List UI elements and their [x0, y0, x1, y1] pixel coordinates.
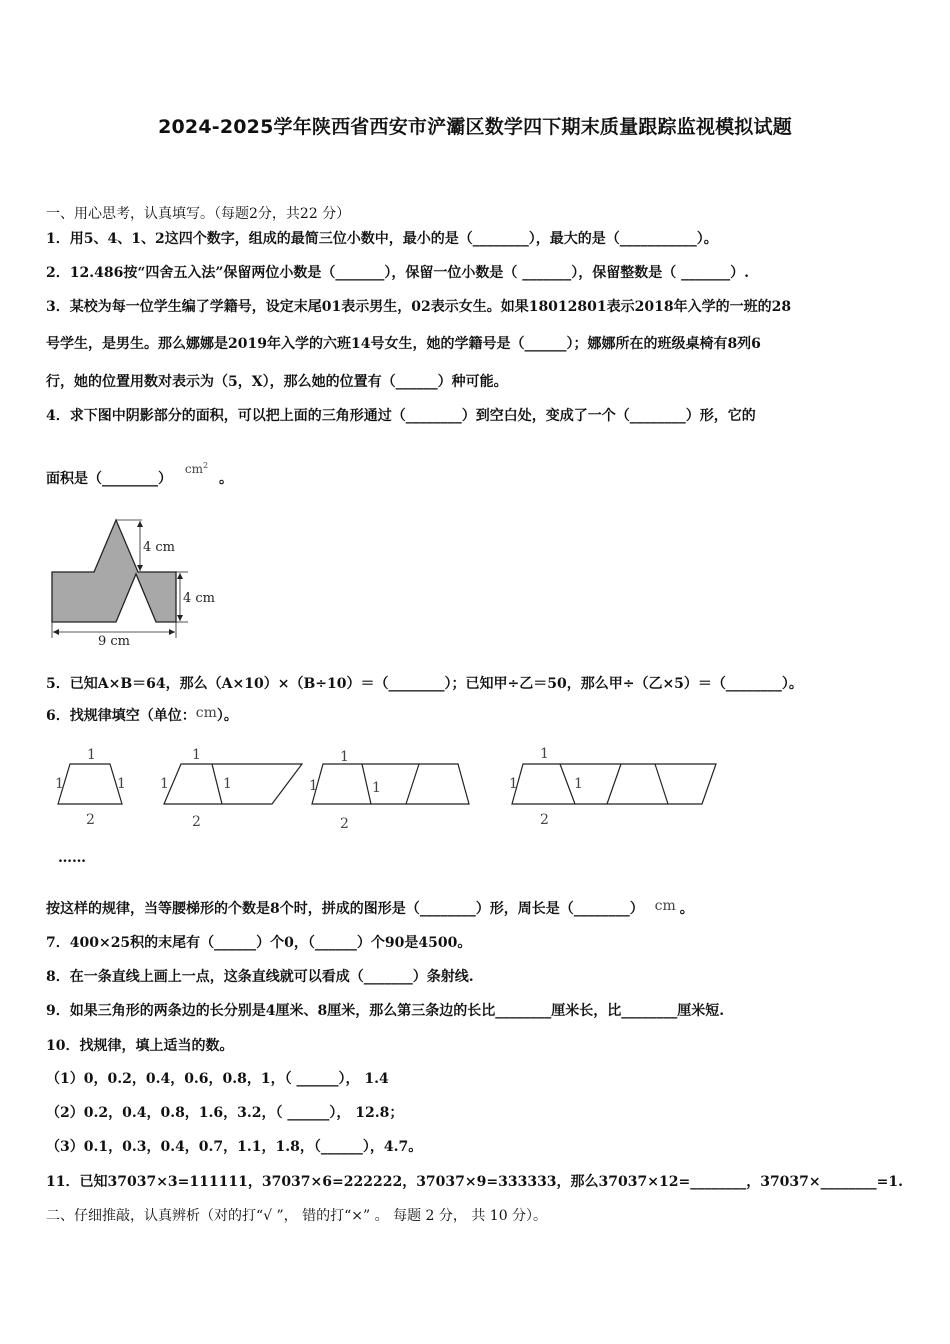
p4-label-left: 1 — [509, 776, 518, 792]
pattern-3-divider — [406, 764, 419, 804]
pattern-4-divider — [560, 764, 575, 804]
question-8: 8．在一条直线上画上一点，这条直线就可以看成（_______）条射线. — [46, 969, 474, 985]
question-4-end: 。 — [218, 471, 233, 487]
p4-label-middle: 1 — [574, 776, 583, 792]
question-10-part-3: （3）0.1，0.3，0.4，0.7，1.1，1.8，（______），4.7。 — [46, 1139, 423, 1155]
question-6-line-2-end: 。 — [679, 901, 694, 917]
label-width: 9 cm — [98, 634, 131, 649]
question-7: 7．400×25积的末尾有（______）个0，（______）个90是4500。 — [46, 935, 472, 951]
p2-label-top: 1 — [192, 747, 201, 763]
p4-label-bottom: 2 — [540, 812, 549, 828]
question-1: 1．用5、4、1、2这四个数字，组成的最简三位小数中，最小的是（________），最大的是（___________）。 — [46, 231, 718, 247]
pattern-2-shape — [164, 764, 302, 804]
ellipsis-dots: …… — [58, 850, 86, 866]
arrow — [137, 521, 143, 527]
p3-label-bottom: 2 — [340, 816, 349, 832]
figure-q6-trapezoid-pattern — [46, 740, 746, 870]
section-2-heading: 二、仔细推敲，认真辨析（对的打“√ ”， 错的打“×” 。 每题 2 分， 共 10 分）。 — [46, 1208, 548, 1224]
arrow — [169, 629, 175, 635]
pattern-3-divider — [362, 764, 371, 804]
pattern-4-divider — [607, 764, 621, 804]
unit-text: cm — [184, 462, 203, 476]
p3-label-top: 1 — [340, 749, 349, 765]
p2-label-bottom: 2 — [192, 814, 201, 830]
question-11: 11．已知37037×3=111111，37037×6=222222，37037×9=333333，那么37037×12=________，37037×________=1. — [46, 1174, 903, 1190]
p1-label-right: 1 — [117, 776, 126, 792]
p3-label-middle: 1 — [372, 780, 381, 796]
p1-label-top: 1 — [87, 747, 96, 763]
p2-label-left: 1 — [160, 776, 169, 792]
question-6 — [46, 705, 238, 725]
p1-label-bottom: 2 — [86, 812, 95, 828]
page-title: 2024-2025学年陕西省西安市浐灞区数学四下期末质量跟踪监视模拟试题 — [158, 116, 792, 138]
p3-label-left: 1 — [309, 778, 318, 794]
shaded-region — [52, 520, 176, 622]
p2-label-middle: 1 — [223, 776, 232, 792]
question-3-line-1: 3．某校为每一位学生编了学籍号，设定末尾01表示男生，02表示女生。如果18012801表示2018年入学的一班的28 — [46, 299, 792, 315]
arrow — [53, 629, 59, 635]
question-6-end: ）。 — [216, 708, 238, 724]
p1-label-left: 1 — [55, 776, 64, 792]
section-1-heading: 一、用心思考，认真填写。（每题2分，共22 分） — [46, 206, 351, 222]
question-9: 9．如果三角形的两条边的长分别是4厘米、8厘米，那么第三条边的长比________厘米长，比________厘米短. — [46, 1003, 725, 1019]
question-4-line-2 — [46, 461, 233, 488]
label-height-top: 4 cm — [143, 540, 176, 555]
question-5: 5．已知A×B＝64，那么（A×10）×（B÷10）＝（________）；已知甲÷乙＝50，那么甲÷（乙×5）＝（________）。 — [46, 676, 803, 692]
unit-square-cm — [185, 462, 208, 476]
pattern-4-divider — [655, 764, 668, 804]
question-10: 10．找规律，填上适当的数。 — [46, 1038, 234, 1054]
pattern-3-shape — [312, 764, 469, 804]
question-6-line-2-unit: cm — [654, 898, 676, 914]
arrow — [177, 573, 183, 579]
question-6-text: 6．找规律填空（单位： — [46, 708, 196, 724]
question-6-unit: cm — [195, 705, 217, 721]
arrow — [177, 615, 183, 621]
question-3-line-2: 号学生，是男生。那么娜娜是2019年入学的六班14号女生，她的学籍号是（______）；娜娜所在的班级桌椅有8列6 — [46, 336, 761, 352]
question-3-line-3: 行，她的位置用数对表示为（5，X），那么她的位置有（______）种可能。 — [46, 374, 508, 390]
question-10-part-1: （1）0，0.2，0.4，0.6，0.8，1，（ ______）， 1.4 — [46, 1071, 389, 1087]
question-4-line-1: 4．求下图中阴影部分的面积，可以把上面的三角形通过（________）到空白处，变成了一个（________）形，它的 — [46, 408, 756, 424]
question-2: 2．12.486按“四舍五入法”保留两位小数是（_______），保留一位小数是（ _______），保留整数是（ _______）. — [46, 265, 750, 281]
pattern-1-shape — [58, 764, 122, 804]
question-6-line-2 — [46, 898, 694, 918]
pattern-2-divider — [212, 764, 222, 804]
question-6-line-2-text: 按这样的规律，当等腰梯形的个数是8个时，拼成的图形是（________）形，周长是（________） — [46, 901, 644, 917]
figure-q4-shaded-shape — [46, 512, 236, 652]
question-4-line-2-text: 面积是（________） — [46, 471, 172, 487]
p4-label-top: 1 — [540, 746, 549, 762]
unit-exponent: 2 — [202, 461, 209, 470]
question-10-part-2: （2）0.2，0.4，0.8，1.6，3.2，（ ______）， 12.8； — [46, 1105, 404, 1121]
label-height-bottom: 4 cm — [183, 591, 216, 606]
